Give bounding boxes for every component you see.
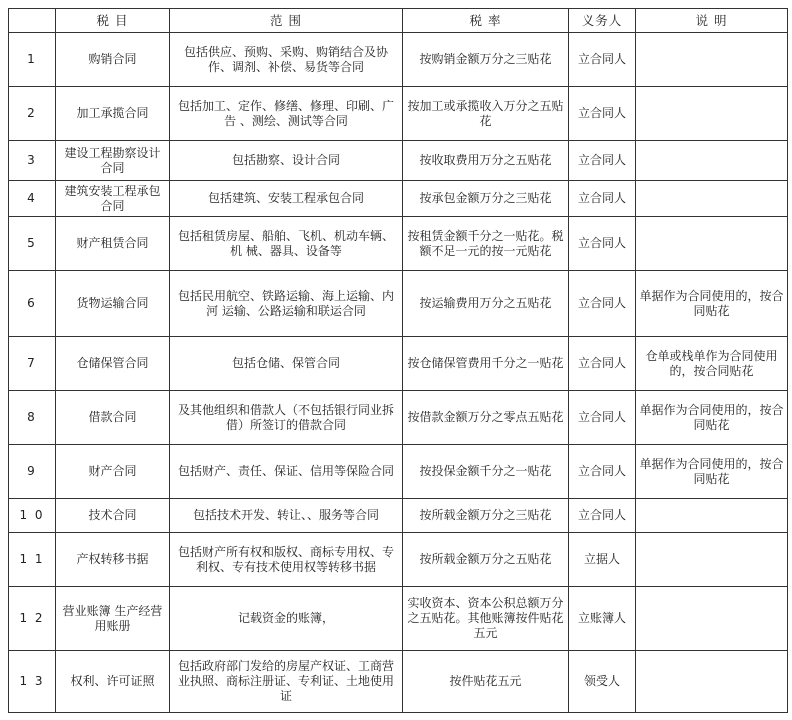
cell-item: 产权转移书据: [56, 533, 170, 587]
cell-no: 2: [9, 87, 56, 141]
cell-obligor: 立合同人: [569, 391, 636, 445]
cell-obligor: 立合同人: [569, 445, 636, 499]
cell-rate: 按仓储保管费用千分之一贴花: [403, 337, 569, 391]
header-no: [9, 9, 56, 33]
cell-item: 借款合同: [56, 391, 170, 445]
table-row: [9, 499, 788, 533]
cell-item: 建设工程勘察设计合同: [56, 141, 170, 181]
cell-no: 1 2: [9, 587, 56, 651]
cell-item: 财产合同: [56, 445, 170, 499]
cell-scope: 包括加工、定作、修缮、修理、印刷、广告 、测绘、测试等合同: [170, 87, 403, 141]
cell-scope: 包括财产所有权和版权、商标专用权、专 利权、专有技术使用权等转移书据: [170, 533, 403, 587]
cell-scope: 包括租赁房屋、船舶、飞机、机动车辆、机 械、器具、设备等: [170, 217, 403, 271]
cell-note: 单据作为合同使用的，按合同贴花: [636, 445, 788, 499]
cell-no: 8: [9, 391, 56, 445]
table-row: [9, 271, 788, 337]
cell-note: [636, 651, 788, 713]
cell-note: 仓单或栈单作为合同使用的，按合同贴花: [636, 337, 788, 391]
cell-rate: 按租赁金额千分之一贴花。税额不足一元的按一元贴花: [403, 217, 569, 271]
cell-rate: 按投保金额千分之一贴花: [403, 445, 569, 499]
cell-rate: 按购销金额万分之三贴花: [403, 33, 569, 87]
cell-scope: 包括民用航空、铁路运输、海上运输、内河 运输、公路运输和联运合同: [170, 271, 403, 337]
cell-obligor: 立合同人: [569, 271, 636, 337]
cell-rate: 实收资本、资本公积总额万分之五贴花。其他账簿按件贴花五元: [403, 587, 569, 651]
cell-note: [636, 33, 788, 87]
cell-scope: 包括建筑、安装工程承包合同: [170, 181, 403, 217]
cell-note: [636, 533, 788, 587]
cell-rate: 按所载金额万分之五贴花: [403, 533, 569, 587]
table-row: [9, 445, 788, 499]
cell-scope: 包括勘察、设计合同: [170, 141, 403, 181]
header-scope: 范 围: [170, 9, 403, 33]
table-row: [9, 391, 788, 445]
cell-item: 货物运输合同: [56, 271, 170, 337]
cell-no: 6: [9, 271, 56, 337]
cell-obligor: 立合同人: [569, 337, 636, 391]
cell-rate: 按承包金额万分之三贴花: [403, 181, 569, 217]
cell-scope: 包括财产、责任、保证、信用等保险合同: [170, 445, 403, 499]
cell-item: 仓储保管合同: [56, 337, 170, 391]
cell-note: [636, 141, 788, 181]
header-note: 说 明: [636, 9, 788, 33]
cell-obligor: 立合同人: [569, 33, 636, 87]
stamp-tax-table: [8, 8, 788, 713]
cell-scope: 及其他组织和借款人（不包括银行同业拆借）所签订的借款合同: [170, 391, 403, 445]
cell-rate: 按加工或承揽收入万分之五贴花: [403, 87, 569, 141]
table-row: [9, 181, 788, 217]
table-row: [9, 587, 788, 651]
cell-obligor: 立合同人: [569, 87, 636, 141]
cell-item: 建筑安装工程承包合同: [56, 181, 170, 217]
cell-obligor: 立账簿人: [569, 587, 636, 651]
header-rate: 税 率: [403, 9, 569, 33]
cell-scope: 包括仓储、保管合同: [170, 337, 403, 391]
table-row: [9, 33, 788, 87]
cell-rate: 按收取费用万分之五贴花: [403, 141, 569, 181]
cell-obligor: 立合同人: [569, 181, 636, 217]
table-row: [9, 337, 788, 391]
cell-rate: 按件贴花五元: [403, 651, 569, 713]
table-row: [9, 87, 788, 141]
cell-item: 权利、许可证照: [56, 651, 170, 713]
cell-obligor: 立据人: [569, 533, 636, 587]
cell-obligor: 立合同人: [569, 141, 636, 181]
cell-note: [636, 499, 788, 533]
header-obligor: 义务人: [569, 9, 636, 33]
cell-scope: 记载资金的账簿，: [170, 587, 403, 651]
cell-no: 1 1: [9, 533, 56, 587]
cell-item: 购销合同: [56, 33, 170, 87]
cell-no: 7: [9, 337, 56, 391]
cell-scope: 包括技术开发、转让、、服务等合同: [170, 499, 403, 533]
cell-item: 加工承揽合同: [56, 87, 170, 141]
cell-scope: 包括政府部门发给的房屋产权证、工商营业执照、商标注册证、专利证、土地使用证: [170, 651, 403, 713]
table-row: [9, 533, 788, 587]
cell-note: [636, 217, 788, 271]
cell-no: 4: [9, 181, 56, 217]
cell-note: 单据作为合同使用的，按合同贴花: [636, 271, 788, 337]
cell-item: 技术合同: [56, 499, 170, 533]
cell-no: 3: [9, 141, 56, 181]
cell-no: 5: [9, 217, 56, 271]
cell-scope: 包括供应、预购、采购、购销结合及协作、调剂、补偿、易货等合同: [170, 33, 403, 87]
table-row: [9, 141, 788, 181]
table-row: [9, 217, 788, 271]
cell-item: 营业账簿 生产经营用账册: [56, 587, 170, 651]
cell-item: 财产租赁合同: [56, 217, 170, 271]
cell-note: [636, 181, 788, 217]
cell-no: 1: [9, 33, 56, 87]
table-row: [9, 651, 788, 713]
cell-obligor: 立合同人: [569, 499, 636, 533]
cell-obligor: 立合同人: [569, 217, 636, 271]
header-row: [9, 9, 788, 33]
cell-no: 1 3: [9, 651, 56, 713]
cell-rate: 按借款金额万分之零点五贴花: [403, 391, 569, 445]
cell-no: 9: [9, 445, 56, 499]
cell-rate: 按运输费用万分之五贴花: [403, 271, 569, 337]
cell-note: [636, 587, 788, 651]
cell-no: 1 0: [9, 499, 56, 533]
cell-obligor: 领受人: [569, 651, 636, 713]
cell-note: [636, 87, 788, 141]
cell-rate: 按所载金额万分之三贴花: [403, 499, 569, 533]
header-item: 税 目: [56, 9, 170, 33]
cell-note: 单据作为合同使用的，按合同贴花: [636, 391, 788, 445]
